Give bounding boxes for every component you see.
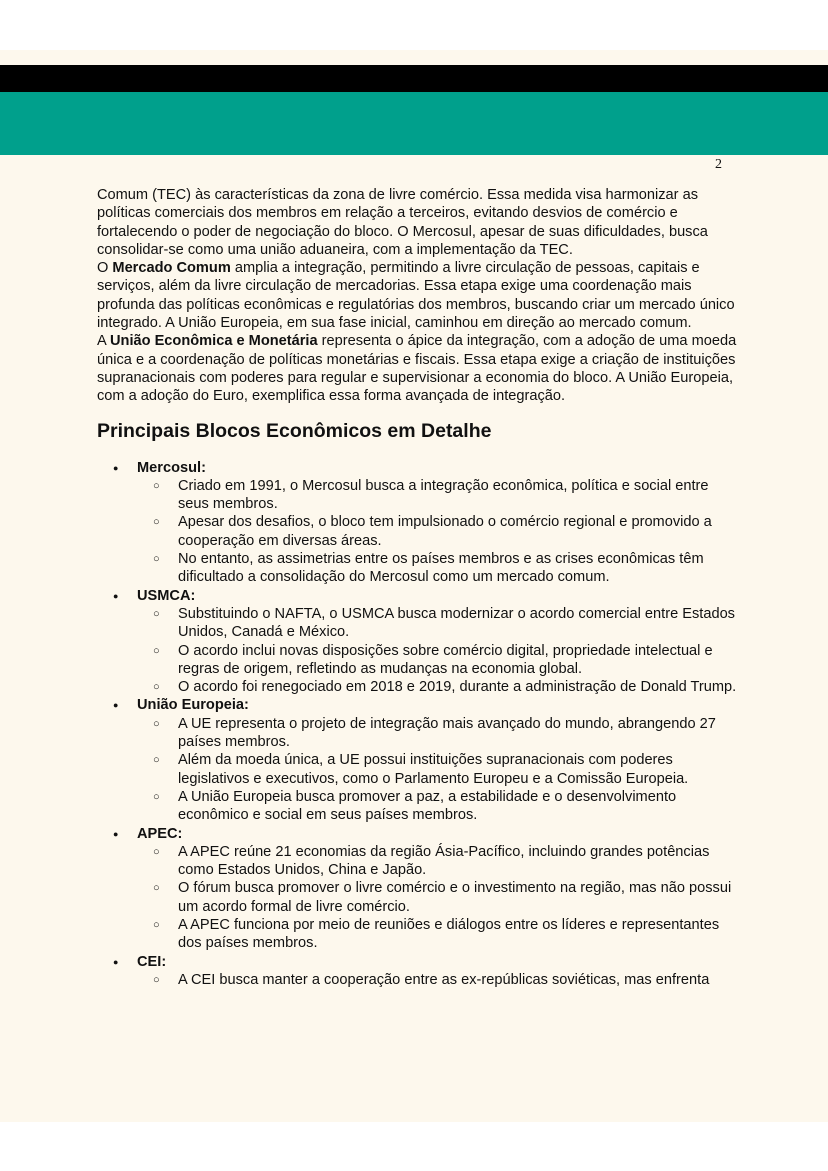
intro-paragraph-3 — [97, 332, 737, 405]
bloc-points — [137, 843, 737, 953]
bloc-points — [137, 605, 737, 696]
bloc-item-apec — [97, 825, 737, 953]
bloc-point: ○ O acordo inclui novas disposições sobre comércio digital, propriedade intelectual e regras de origem, refletindo as mudanças na economia global. — [137, 642, 737, 679]
header-black-band — [0, 65, 828, 92]
bloc-point: ○ Além da moeda única, a UE possui instituições supranacionais com poderes legislativos e executivos, como o Parlamento Europeu e a Comissão Europeia. — [137, 751, 737, 788]
intro-paragraph-1: Comum (TEC) às características da zona de livre comércio. Essa medida visa harmonizar as políticas comerciais dos membros em relação a terceiros, evitando desvios de comércio e fortalecendo o poder de negociação do bloco. O Mercosul, apesar de suas dificuldades, busca consolidar-se como uma união aduaneira, com a implementação da TEC. — [97, 187, 708, 258]
bloc-points — [137, 715, 737, 825]
bloc-title: União Europeia: — [137, 697, 249, 714]
paragraph-text: amplia a integração, permitindo a livre circulação de pessoas, capitais e serviços, além da livre circulação de mercadorias. Essa etapa exige uma coordenação mais profunda das políticas econômicas e regulatórias dos membros, buscando criar um mercado único integrado. A União Europeia, em sua fase inicial, caminhou em direção ao mercado comum. — [97, 260, 735, 332]
paragraph-text: representa o ápice da integração, com a adoção de uma moeda única e a coordenação de políticas monetárias e fiscais. Essa etapa exige a criação de instituições supranacionais com poderes para regular e supervisionar a economia do bloco. A União Europeia, com a adoção do Euro, exemplifica essa forma avançada de integração. — [97, 333, 737, 405]
intro-paragraph-2 — [97, 259, 737, 332]
bloc-point: ○ A APEC funciona por meio de reuniões e diálogos entre os líderes e representantes dos países membros. — [137, 916, 737, 953]
bloc-point: ○ O acordo foi renegociado em 2018 e 2019, durante a administração de Donald Trump. — [137, 678, 737, 696]
bloc-title: APEC: — [137, 825, 183, 842]
bloc-point: ○ A UE representa o projeto de integração mais avançado do mundo, abrangendo 27 países membros. — [137, 715, 737, 752]
header-teal-band — [0, 92, 828, 172]
bloc-item-mercosul — [97, 459, 737, 587]
bloc-point: ○ A APEC reúne 21 economias da região Ásia-Pacífico, incluindo grandes potências como Estados Unidos, China e Japão. — [137, 843, 737, 880]
paragraph-prefix: A — [97, 333, 110, 350]
section-heading: Principais Blocos Econômicos em Detalhe — [97, 419, 492, 442]
bloc-title: CEI: — [137, 953, 167, 970]
bloc-point: ○ A União Europeia busca promover a paz, a estabilidade e o desenvolvimento econômico e social em seus países membros. — [137, 788, 737, 825]
page-number: 2 — [715, 157, 722, 172]
bloc-point: ○ Apesar dos desafios, o bloco tem impulsionado o comércio regional e promovido a cooperação em diversas áreas. — [137, 513, 737, 550]
bloc-point: ○ No entanto, as assimetrias entre os países membros e as crises econômicas têm dificultado a consolidação do Mercosul como um mercado comum. — [137, 550, 737, 587]
document-body — [97, 186, 737, 989]
blocs-list — [97, 459, 737, 990]
bloc-point: ○ Criado em 1991, o Mercosul busca a integração econômica, política e social entre seus membros. — [137, 477, 737, 514]
paragraph-prefix: O — [97, 260, 113, 277]
bloc-item-uniao-europeia — [97, 696, 737, 824]
bloc-point: ○ Substituindo o NAFTA, o USMCA busca modernizar o acordo comercial entre Estados Unidos, Canadá e México. — [137, 605, 737, 642]
bloc-item-cei — [97, 953, 737, 990]
document-page — [0, 50, 828, 1122]
bloc-points — [137, 477, 737, 587]
term-uniao-economica-monetaria: União Econômica e Monetária — [109, 333, 318, 350]
bloc-points — [137, 971, 737, 989]
bloc-title: Mercosul: — [137, 459, 206, 476]
bloc-title: USMCA: — [137, 587, 196, 604]
bloc-point: ○ A CEI busca manter a cooperação entre as ex-repúblicas soviéticas, mas enfrenta — [137, 971, 737, 989]
term-mercado-comum: Mercado Comum — [112, 260, 231, 277]
bloc-item-usmca — [97, 587, 737, 697]
bloc-point: ○ O fórum busca promover o livre comércio e o investimento na região, mas não possui um acordo formal de livre comércio. — [137, 879, 737, 916]
